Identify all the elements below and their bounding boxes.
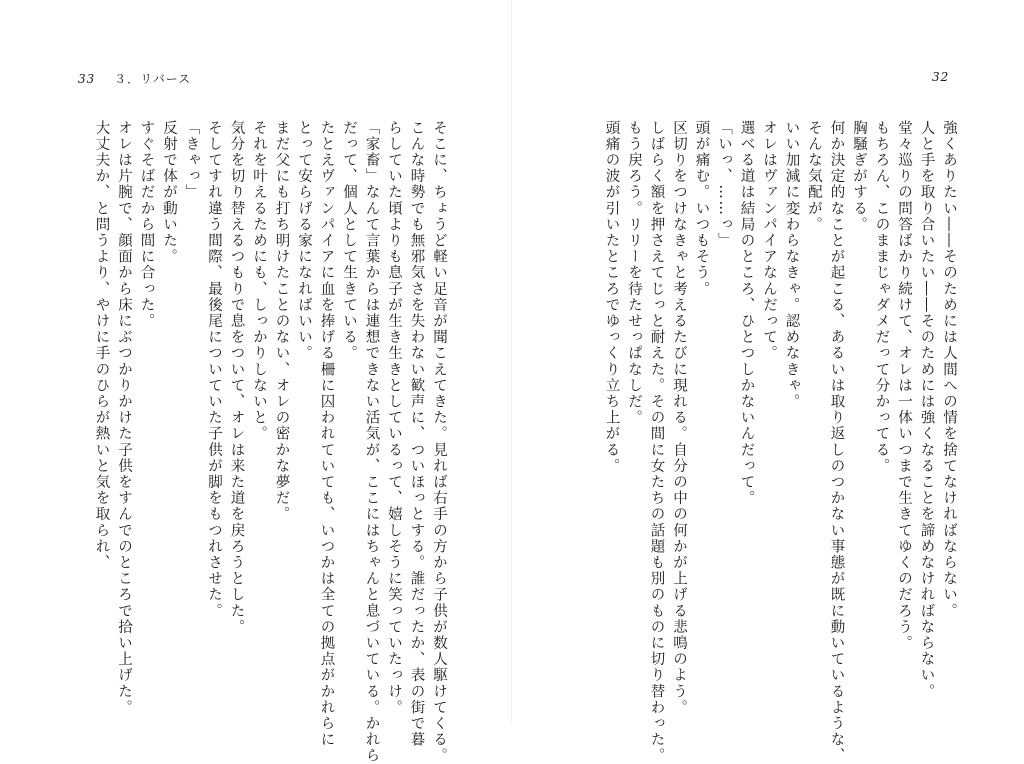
left-page-number: 33 bbox=[78, 72, 96, 86]
text-line: 頭痛の波が引いたところでゆっくり立ち上がる。 bbox=[603, 120, 620, 475]
text-line: 気分を切り替えるつもりで息をついて、オレは来た道を戻ろうとした。 bbox=[228, 120, 245, 636]
text-line: とって安らげる家になればいい。 bbox=[296, 120, 312, 362]
text-line: 区切りをつけなきゃと考えるたびに現れる。自分の中の何かが上げる悲鳴のよう。 bbox=[671, 120, 687, 716]
right-page-body bbox=[560, 120, 960, 764]
text-line: たとえヴァンパイアに血を捧げる柵に囚われていても、いつかは全ての拠点がかれらに bbox=[318, 120, 335, 748]
text-line: 強くありたい――そのためには人間への情を捨てなければならない。 bbox=[941, 120, 957, 620]
text-line: もちろん、このままじゃダメだって分かってる。 bbox=[873, 120, 890, 475]
text-line: 「家畜」なんて言葉からは連想できない活気が、ここにはちゃんと息づいている。かれら bbox=[363, 120, 380, 764]
text-line: こんな時勢でも無邪気さを失わない歓声に、ついほっとする。誰だったか、表の街で暮 bbox=[408, 120, 425, 748]
text-line: だって、個人として生きている。 bbox=[341, 120, 357, 362]
text-line: 反射で体が動いた。 bbox=[161, 120, 177, 265]
text-line: 人と手を取り合いたい――そのためには強くなることを諦めなければならない。 bbox=[918, 120, 935, 700]
text-line: らしていた頃よりも息子が生き生きとしているって、嬉しそうに笑っていたっけ。 bbox=[386, 120, 402, 716]
chapter-title: ３．リバース bbox=[114, 72, 192, 86]
right-page-header bbox=[932, 70, 949, 84]
text-line: 堂々巡りの問答ばかり続けて、オレは一体いつまで生きてゆくのだろう。 bbox=[896, 120, 912, 652]
text-line: 選べる道は結局のところ、ひとつしかないんだって。 bbox=[738, 120, 755, 507]
text-line: 大丈夫か、と問うより、やけに手のひらが熱いと気を取られ、 bbox=[93, 120, 110, 571]
text-line: 胸騒ぎがする。 bbox=[851, 120, 867, 233]
text-line: オレはヴァンパイアなんだって。 bbox=[761, 120, 777, 362]
text-line: それを叶えるためにも、しっかりしないと。 bbox=[251, 120, 267, 442]
left-page-body bbox=[50, 120, 450, 764]
text-line: 「いっ、……っ」 bbox=[716, 120, 732, 249]
text-line: しばらく額を押さえてじっと耐えた。その間に女たちの話題も別のものに切り替わった。 bbox=[648, 120, 665, 764]
text-line: オレは片腕で、顔面から床にぶつかりかけた子供をすんでのところで拾い上げた。 bbox=[116, 120, 132, 716]
text-line: もう戻ろう。リリーを待たせっぱなしだ。 bbox=[626, 120, 642, 426]
text-line: 何か決定的なことが起こる、あるいは取り返しのつかない事態が既に動いているような、 bbox=[828, 120, 845, 764]
text-line: 頭が痛む。いつもそう。 bbox=[693, 120, 710, 298]
left-page-header bbox=[78, 70, 191, 87]
text-line: いい加減に変わらなきゃ。認めなきゃ。 bbox=[783, 120, 800, 410]
text-line: そんな気配が。 bbox=[806, 120, 822, 233]
right-page-number: 32 bbox=[932, 70, 950, 84]
text-line: そしてすれ違う間際、最後尾についていた子供が脚をもつれさせた。 bbox=[206, 120, 222, 620]
text-line: 「きゃっ」 bbox=[183, 120, 200, 201]
text-line: すぐそばだから間に合った。 bbox=[138, 120, 155, 330]
right-page bbox=[512, 0, 1024, 764]
text-line: まだ父にも打ち明けたことのない、オレの密かな夢だ。 bbox=[273, 120, 290, 523]
text-line: そこに、ちょうど軽い足音が聞こえてきた。見れば右手の方から子供が数人駆けてくる。 bbox=[431, 120, 447, 764]
